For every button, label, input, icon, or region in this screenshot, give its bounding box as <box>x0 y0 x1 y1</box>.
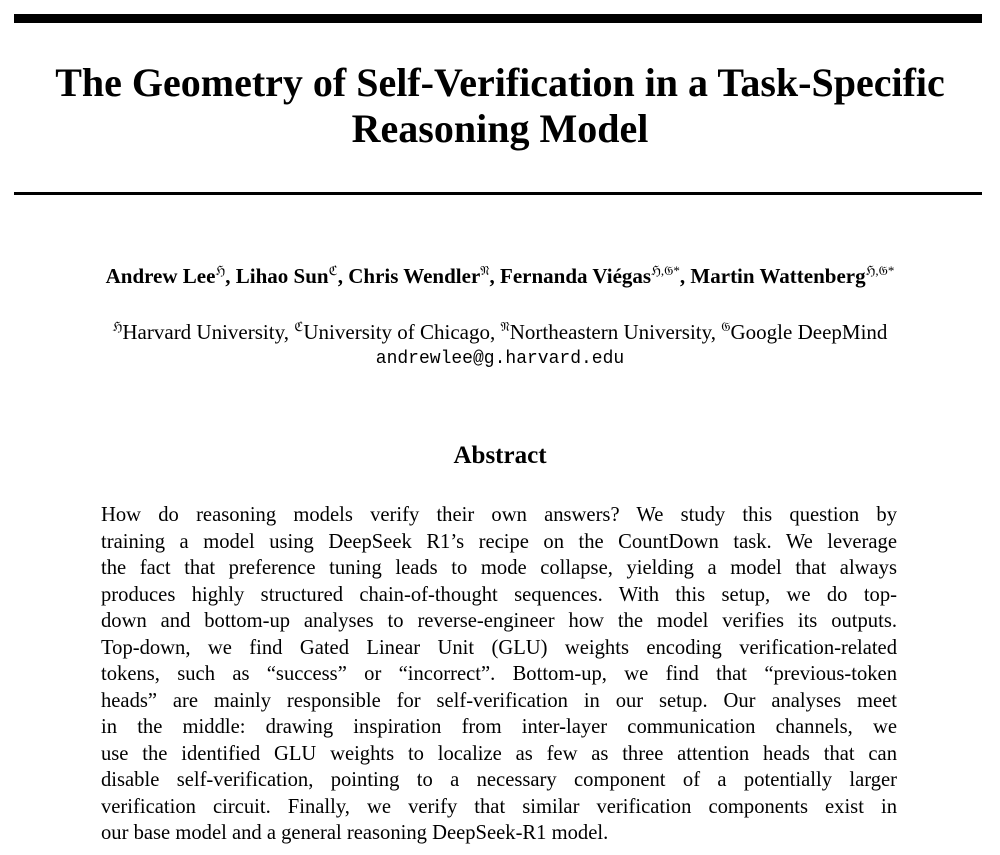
top-rule <box>14 14 982 23</box>
abstract-line: disable self-verification, pointing to a necessary component of a potentially larger <box>101 769 897 791</box>
title-bottom-rule <box>14 192 982 195</box>
abstract-line: use the identified GLU weights to localize as few as three attention heads that can <box>101 742 897 765</box>
affiliation-name: Google DeepMind <box>730 320 888 344</box>
author-name: Andrew Lee <box>105 264 216 288</box>
author-name: Lihao Sun <box>235 264 329 288</box>
contact-email: andrewlee@g.harvard.edu <box>375 349 625 369</box>
affiliation-mark: 𝔊 <box>721 319 731 334</box>
abstract-line: the fact that preference tuning leads to mode collapse, yielding a model that always <box>101 557 897 579</box>
abstract-line: our base model and a general reasoning DeepSeek-R1 model. <box>101 822 609 844</box>
affiliation-mark: ℭ <box>294 319 304 334</box>
author-name: Chris Wendler <box>348 264 481 288</box>
abstract-line: How do reasoning models verify their own answers? We study this question by <box>101 504 897 526</box>
affiliation-name: Harvard University <box>122 320 284 344</box>
abstract-line: down and bottom-up analyses to reverse-engineer how the model verifies its outputs. <box>101 610 897 632</box>
author-name: Fernanda Viégas <box>500 264 652 288</box>
affiliation-name: Northeastern University <box>509 320 711 344</box>
abstract-heading: Abstract <box>453 442 547 469</box>
affiliation-mark: ℌ <box>112 319 123 334</box>
author-affiliation-mark: ℭ <box>328 263 338 278</box>
abstract-line: produces highly structured chain-of-thought sequences. With this setup, we do top- <box>101 583 897 606</box>
paper-title <box>0 60 1000 152</box>
abstract-line: tokens, such as “success” or “incorrect”. Bottom-up, we find that “previous-token <box>101 663 897 685</box>
affiliation-list: $^ℌ$Harvard University, $^ℭ$University of Chicago, $^𝔑$Northeastern University, $^𝔊$Google DeepMind <box>112 319 888 344</box>
abstract-line: training a model using DeepSeek R1’s recipe on the CountDown task. We leverage <box>101 530 897 553</box>
author-name: Martin Wattenberg <box>690 264 866 288</box>
author-affiliation-mark: ℌ,𝔊* <box>865 263 895 278</box>
author-affiliation-mark: ℌ,𝔊* <box>651 263 680 278</box>
affiliation-name: University of Chicago <box>303 320 491 344</box>
affiliation-mark: 𝔑 <box>500 319 510 334</box>
author-affiliation-mark: ℌ <box>215 263 226 278</box>
paper-title-line-2: Reasoning Model <box>351 106 649 151</box>
paper-title-line-1: The Geometry of Self-Verification in a Task-Specific <box>55 60 945 105</box>
abstract-line: in the middle: drawing inspiration from inter-layer communication channels, we <box>101 716 897 738</box>
abstract-line: verification circuit. Finally, we verify that similar verification components exist in <box>101 795 897 818</box>
abstract-line: heads” are mainly responsible for self-verification in our setup. Our analyses meet <box>101 689 897 712</box>
abstract-line: Top-down, we find Gated Linear Unit (GLU) weights encoding verification-related <box>101 636 897 659</box>
author-affiliation-mark: 𝔑 <box>480 263 490 278</box>
abstract-body <box>101 502 897 847</box>
author-list: Andrew Lee$^ℌ$, Lihao Sun$^ℭ$, Chris Wendler$^𝔑$, Fernanda Viégas$^{ℌ,𝔊*}$, Martin Wattenberg$^{ℌ,𝔊*}$ <box>105 263 895 288</box>
